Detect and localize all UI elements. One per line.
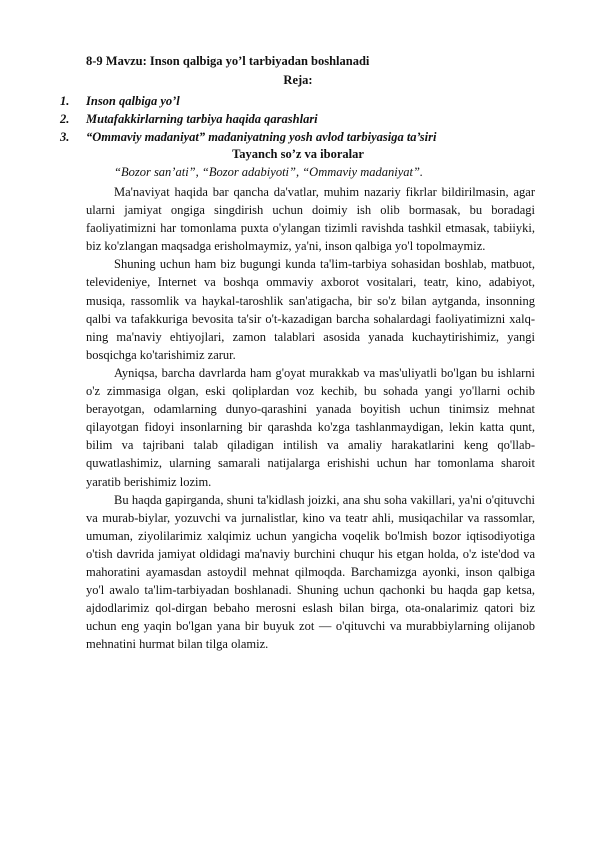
plan-item: [60, 110, 436, 128]
plan-heading: Reja:: [283, 73, 313, 87]
plan-item-text: Mutafakkirlarning tarbiya haqida qarashlari: [86, 112, 318, 126]
paragraph: Ayniqsa, barcha davrlarda ham g'oyat murakkab va mas'uliyatli bo'lgan bu ishlarni o'z zimmasiga olgan, eski qoliplardan voz kechib, bu sohada yangi yo'llarni ochib berayotgan, odamlarning dunyo-qarashini yanada boyitish uchun tinimsiz mehnat qilayotgan fidoyi insonlarning bir qarashda ko'zga tashlanmaydigan, lekin katta qunt, bilim va tajribani talab qiladigan intilish va amaliy harakatlarini keng qo'llab-quwatlashimiz, ularning samarali natijalarga erishishi uchun har tomonlama sharoit yaratib berishimiz lozim.: [86, 365, 535, 489]
plan-item-text: “Ommaviy madaniyat” madaniyatning yosh avlod tarbiyasiga ta’siri: [86, 130, 437, 144]
body-text: [86, 183, 535, 653]
key-terms: “Bozor san’ati”, “Bozor adabiyoti”, “Ommaviy madaniyat”.: [114, 165, 424, 179]
plan-item: [60, 128, 436, 146]
paragraph: Bu haqda gapirganda, shuni ta'kidlash joizki, ana shu soha vakillari, ya'ni o'qituvchi va murab-biylar, yozuvchi va jurnalistlar, kino va teatr ahli, musiqachilar va rassomlar, umuman, ziyolilarimiz xalqimiz uchun yangicha voqelik bo'lmish bozor iqtisodiyotiga o'tish davrida jamiyat oldidagi ma'naviy burchini chuqur his etgan holda, o'z iste'dod va mahoratini ayamasdan astoydil mehnat qilmoqda. Barchamizga ayonki, inson qalbiga yo'l awalo ta'lim-tarbiyadan boshlanadi. Shuning uchun qachonki bu haqda gap ketsa, ajdodlarimiz qol-dirgan bebaho merosni eslash bilan birga, ota-onalarimiz qatori biz uchun eng yaqin bo'lgan yana bir buyuk zot — o'qituvchi va murabbiylarning olijanob mehnatini hurmat bilan tilga olamiz.: [86, 492, 535, 652]
paragraph: Ma'naviyat haqida bar qancha da'vatlar, muhim nazariy fikrlar bildirilmasin, agar ularni jamiyat ongiga singdirish uchun doimiy ish olib bormasak, bu boradagi faoliyatimizni har tomonlama puxta o'ylangan tizimli ravishda tashkil etmasak, tabiiyki, biz ko'zlangan maqsadga erisholmaymiz, ya'ni, inson qalbiga yo'l topolmaymiz.: [86, 185, 535, 254]
key-terms-heading: Tayanch so’z va iboralar: [232, 147, 364, 161]
plan-list: [60, 92, 436, 146]
plan-item-text: Inson qalbiga yo’l: [86, 94, 180, 108]
paragraph: Shuning uchun ham biz bugungi kunda ta'lim-tarbiya sohasidan boshlab, matbuot, televideniye, Internet va boshqa ommaviy axborot vositalari, teatr, kino, adabiyot, musiqa, rassomlik va haykal-taroshlik san'atigacha, bir so'z bilan aytganda, insonning qalbi va tafakkuriga bevosita ta'sir o't-kazadigan barcha sohalardagi faoliyatimizni xalq-ning ma'naviy ehtiyojlari, zamon talablari asosida yanada kuchaytirishimiz, yangi bosqichga ko'tarishimiz zarur.: [86, 257, 535, 362]
plan-item-number: 2.: [60, 112, 70, 126]
document-title: 8-9 Mavzu: Inson qalbiga yo’l tarbiyadan boshlanadi: [86, 54, 370, 68]
plan-item: [60, 92, 436, 110]
plan-item-number: 1.: [60, 94, 70, 108]
plan-item-number: 3.: [60, 130, 70, 144]
